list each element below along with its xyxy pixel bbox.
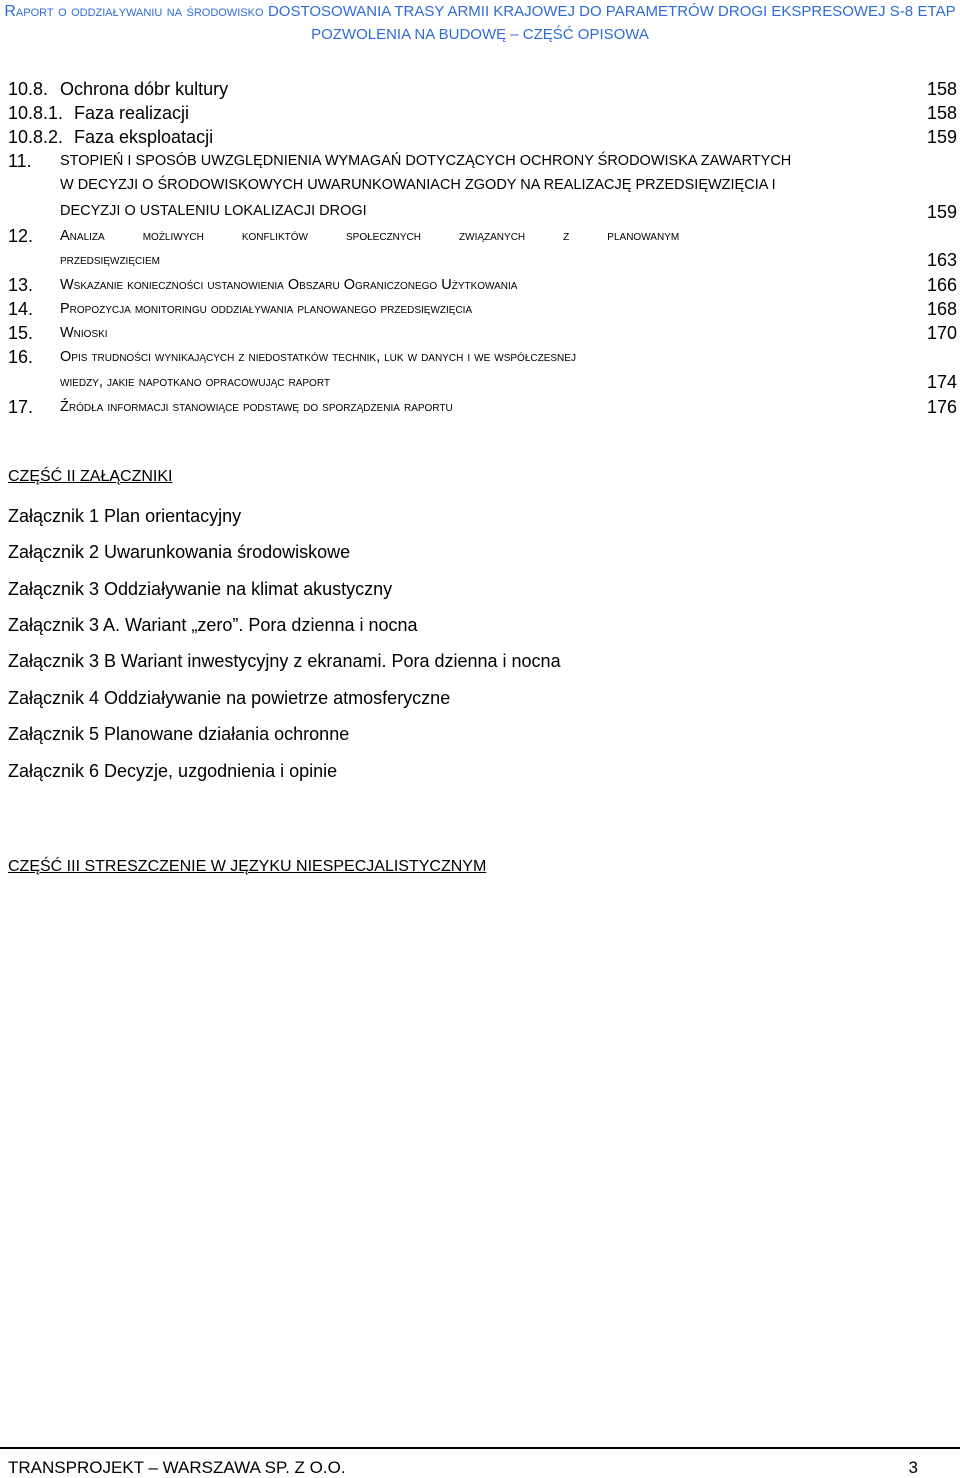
- annex-item[interactable]: Załącznik 2 Uwarunkowania środowiskowe: [8, 542, 351, 562]
- toc-entry-text[interactable]: Faza eksploatacji: [74, 127, 214, 147]
- toc-entry-num: 17.: [8, 397, 34, 417]
- toc-entry-num: 10.8.: [8, 79, 49, 99]
- toc-entry-text[interactable]: Wnioski: [60, 325, 108, 341]
- toc-entry-num: 12.: [8, 226, 34, 246]
- annex-item[interactable]: Załącznik 6 Decyzje, uzgodnienia i opinie: [8, 761, 338, 781]
- toc-entry-page: 158: [926, 79, 957, 99]
- part-3-heading[interactable]: CZĘŚĆ III STRESZCZENIE W JĘZYKU NIESPECJALISTYCZNYM: [8, 858, 487, 875]
- toc-entry-page: 158: [926, 103, 957, 123]
- annex-item[interactable]: Załącznik 5 Planowane działania ochronne: [8, 724, 350, 744]
- annex-item[interactable]: Załącznik 3 A. Wariant „zero”. Pora dzienna i nocna: [8, 615, 418, 635]
- footer-page-number: 3: [908, 1458, 918, 1477]
- toc-entry-text[interactable]: Źródła informacji stanowiące podstawę do sporządzenia raportu: [60, 399, 453, 415]
- toc-entry-text-cont[interactable]: W DECYZJI O ŚRODOWISKOWYCH UWARUNKOWANIACH ZGODY NA REALIZACJĘ PRZEDSIĘWZIĘCIA I: [60, 177, 776, 193]
- toc-entry-text[interactable]: Ochrona dóbr kultury: [60, 79, 229, 99]
- toc-entry-text[interactable]: Faza realizacji: [74, 103, 190, 123]
- toc-entry-page: 176: [926, 397, 957, 417]
- footer-divider: [0, 1447, 960, 1449]
- annex-item[interactable]: Załącznik 4 Oddziaływanie na powietrze atmosferyczne: [8, 688, 451, 708]
- toc-entry-text[interactable]: Wskazanie konieczności ustanowienia Obszaru Ograniczonego Użytkowania: [60, 277, 518, 293]
- toc-entry-page: 166: [926, 275, 957, 295]
- annex-item[interactable]: Załącznik 3 B Wariant inwestycyjny z ekranami. Pora dzienna i nocna: [8, 651, 561, 671]
- toc-entry-page: 174: [926, 372, 957, 392]
- toc-entry-num: 10.8.1.: [8, 103, 64, 123]
- annex-item[interactable]: Załącznik 3 Oddziaływanie na klimat akustyczny: [8, 579, 393, 599]
- toc-entry-text[interactable]: Analiza możliwych konfliktów społecznych związanych z planowanym: [60, 228, 680, 244]
- toc-entry-num: 13.: [8, 275, 34, 295]
- toc-entry-text-cont[interactable]: przedsięwzięciem: [60, 252, 161, 268]
- part-2-heading[interactable]: CZĘŚĆ II ZAŁĄCZNIKI: [8, 468, 173, 485]
- toc-entry-page: 168: [926, 299, 957, 319]
- toc-entry-page: 159: [926, 127, 957, 147]
- toc-entry-text[interactable]: Opis trudności wynikających z niedostatków technik, luk w danych i we współczesnej: [60, 349, 576, 365]
- toc-entry-page: 159: [926, 202, 957, 222]
- toc-entry-text[interactable]: Propozycja monitoringu oddziaływania planowanego przedsięwzięcia: [60, 301, 473, 317]
- toc-entry-text-cont[interactable]: wiedzy, jakie napotkano opracowując raport: [60, 374, 330, 390]
- page-header: [0, 0, 960, 46]
- toc-entry-num: 10.8.2.: [8, 127, 64, 147]
- toc-entry-page: 170: [926, 323, 957, 343]
- annex-item[interactable]: Załącznik 1 Plan orientacyjny: [8, 506, 242, 526]
- footer-company: TRANSPROJEKT – WARSZAWA SP. Z O.O.: [8, 1458, 346, 1477]
- header-line-1: Raport o oddziaływaniu na środowisko: [4, 3, 264, 20]
- toc-entry-num: 16.: [8, 347, 34, 367]
- header-line-3: ETAP POZWOLENIA NA BUDOWĘ – CZĘŚĆ OPISOWA: [311, 3, 956, 43]
- toc-entry-num: 14.: [8, 299, 34, 319]
- toc-entry-page: 163: [926, 250, 957, 270]
- toc-entry-text[interactable]: STOPIEŃ I SPOSÓB UWZGLĘDNIENIA WYMAGAŃ DOTYCZĄCYCH OCHRONY ŚRODOWISKA ZAWARTYCH: [60, 153, 792, 169]
- header-line-2: DOSTOSOWANIA TRASY ARMII KRAJOWEJ DO PARAMETRÓW DROGI EKSPRESOWEJ S-8: [267, 3, 914, 20]
- toc-entry-num: 15.: [8, 323, 34, 343]
- toc-entry-num: 11.: [8, 151, 32, 171]
- toc-entry-text-cont[interactable]: DECYZJI O USTALENIU LOKALIZACJI DROGI: [60, 203, 367, 219]
- page-footer: [8, 1458, 918, 1478]
